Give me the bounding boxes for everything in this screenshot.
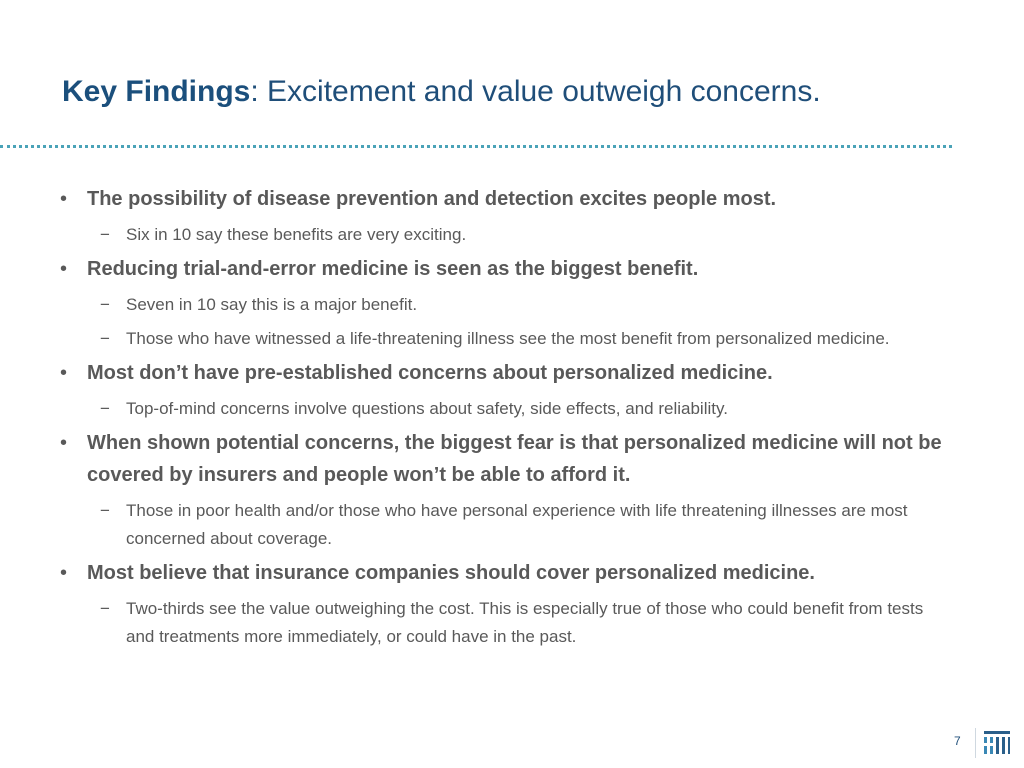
sub-text: Those who have witnessed a life-threatening illness see the most benefit from personalized medicine. xyxy=(126,329,890,348)
sub-item xyxy=(60,497,950,553)
sub-item xyxy=(60,221,950,249)
dash-icon: − xyxy=(100,501,110,520)
sub-text: Two-thirds see the value outweighing the cost. This is especially true of those who could benefit from tests and treatments more immediately, or could have in the past. xyxy=(126,599,924,646)
bullet-icon: • xyxy=(60,362,68,384)
dash-icon: − xyxy=(100,599,110,618)
dash-icon: − xyxy=(100,225,110,244)
dash-icon: − xyxy=(100,295,110,314)
sub-text: Those in poor health and/or those who have personal experience with life threatening illnesses are most concerned about coverage. xyxy=(126,501,908,548)
company-logo-icon xyxy=(982,728,1012,756)
bullet-icon: • xyxy=(60,562,68,584)
dash-icon: − xyxy=(100,399,110,418)
title-rest: : Excitement and value outweigh concerns. xyxy=(250,75,821,108)
sub-item xyxy=(60,325,950,353)
page-number: 7 xyxy=(954,734,961,748)
bullet-item xyxy=(60,357,950,389)
bullet-text: Reducing trial-and-error medicine is seen as the biggest benefit. xyxy=(87,258,699,280)
findings-list xyxy=(60,183,950,655)
bullet-text: Most don’t have pre-established concerns about personalized medicine. xyxy=(87,362,773,384)
page-title xyxy=(62,72,821,112)
footer-separator xyxy=(975,728,976,758)
bullet-icon: • xyxy=(60,432,68,454)
sub-item xyxy=(60,595,950,651)
bullet-text: Most believe that insurance companies should cover personalized medicine. xyxy=(87,562,815,584)
bullet-item xyxy=(60,427,950,491)
sub-text: Seven in 10 say this is a major benefit. xyxy=(126,295,418,314)
sub-item xyxy=(60,395,950,423)
dotted-divider xyxy=(0,145,952,148)
bullet-item xyxy=(60,557,950,589)
sub-item xyxy=(60,291,950,319)
sub-text: Six in 10 say these benefits are very exciting. xyxy=(126,225,467,244)
bullet-icon: • xyxy=(60,188,68,210)
title-bold: Key Findings xyxy=(62,75,251,108)
bullet-text: When shown potential concerns, the biggest fear is that personalized medicine will not be covered by insurers and people won’t be able to afford it. xyxy=(87,432,942,486)
bullet-item xyxy=(60,253,950,285)
sub-text: Top-of-mind concerns involve questions about safety, side effects, and reliability. xyxy=(126,399,728,418)
dash-icon: − xyxy=(100,329,110,348)
bullet-text: The possibility of disease prevention and detection excites people most. xyxy=(87,188,777,210)
bullet-item xyxy=(60,183,950,215)
bullet-icon: • xyxy=(60,258,68,280)
